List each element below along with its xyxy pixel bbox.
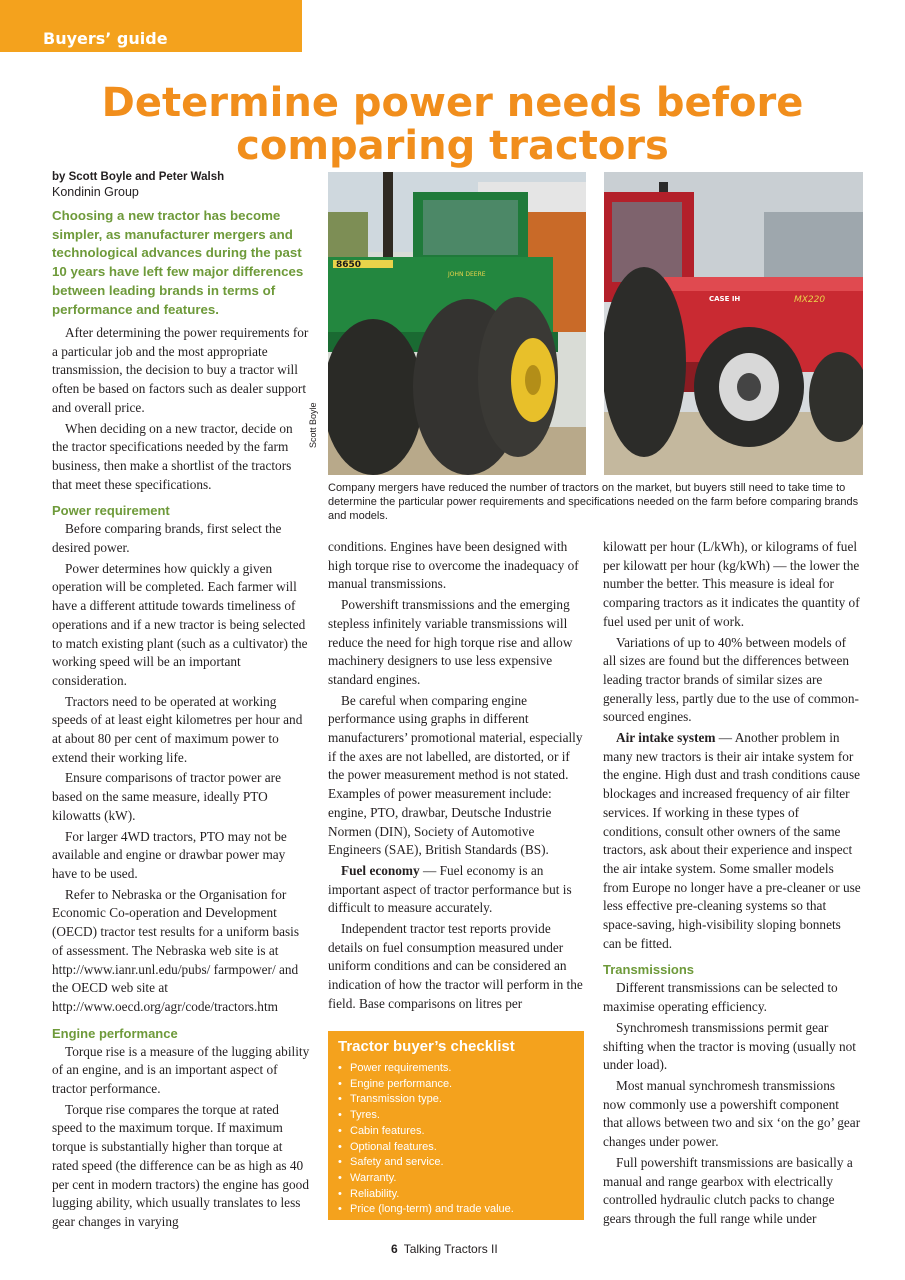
photo-red-tractor xyxy=(604,172,863,475)
page-title xyxy=(40,82,865,168)
paragraph: conditions. Engines have been designed with high torque rise to overcome the inadequacy of manual transmissions. xyxy=(328,539,579,592)
photo-green-tractor xyxy=(328,172,586,475)
checklist-item: • Tyres. xyxy=(338,1108,514,1124)
heading-power-requirement: Power requirement xyxy=(52,503,170,519)
paragraph: Different transmissions can be selected to maximise operating efficiency. xyxy=(603,980,838,1015)
paragraph: When deciding on a new tractor, decide on the tractor specifications needed by the farm business, then make a shortlist of the tractors that meet these specifications. xyxy=(52,420,293,492)
checklist-items xyxy=(338,1061,514,1218)
byline-authors: by Scott Boyle and Peter Walsh xyxy=(52,171,225,183)
checklist-item: • Power requirements. xyxy=(338,1061,514,1077)
paragraph: Independent tractor test reports provide details on fuel consumption measured under uniform conditions and can be considered an indication of how the tractor will perform in the field. Base comparisons on litres per xyxy=(328,921,583,1011)
paragraph: Before comparing brands, first select the desired power. xyxy=(52,521,282,556)
article-column-1 xyxy=(52,324,310,1234)
paragraph: Be careful when comparing engine performance using graphs in different manufacturers’ promotional material, especially if the axes are not labelled, are distorted, or if the power measurement method is not stated. Examples of power measurement include: engine, PTO, drawbar, Deutsche Industrie Normen (DIN), Society of Automotive Engineers (SAE), British Standards (BS). xyxy=(328,692,583,858)
tractor-brand-text: JOHN DEERE xyxy=(448,271,486,278)
checklist-item: • Cabin features. xyxy=(338,1124,514,1140)
checklist-item: • Price (long-term) and trade value. xyxy=(338,1202,514,1218)
paragraph: Refer to Nebraska or the Organisation for Economic Co-operation and Development (OECD) tractor test results for a uniform basis of assessment. The Nebraska web site is at http://www.ianr.unl.edu/pubs/ farmpower/ and the OECD web site at http://www.oecd.org/agr/code/tractors.htm xyxy=(52,886,300,1014)
run-in-heading: Fuel economy xyxy=(341,862,420,878)
paragraph: Synchromesh transmissions permit gear shifting when the tractor is moving (usually not under load). xyxy=(603,1019,856,1073)
heading-engine-performance: Engine performance xyxy=(52,1025,178,1041)
run-in-heading: Air intake system xyxy=(616,730,716,746)
byline-organization: Kondinin Group xyxy=(52,185,139,199)
lead-paragraph: Choosing a new tractor has become simpler, as manufacturer mergers and technological advances during the past 10 years have left few major differences between leading brands in terms of performance and features. xyxy=(52,208,304,317)
paragraph: kilowatt per hour (L/kWh), or kilograms of fuel per kilowatt per hour (kg/kWh) — the lower the number the better. This measure is ideal for comparing tractors as it indicates the quantity of fuel used per unit of work. xyxy=(603,539,860,629)
red-tractor-illustration xyxy=(604,172,863,475)
paragraph: Most manual synchromesh transmissions now commonly use a powershift component that allows between two and six ‘on the go’ gear changes under power. xyxy=(603,1077,861,1150)
tractor-model-badge: MX220 xyxy=(794,295,826,305)
title-line-2: comparing tractors xyxy=(236,123,669,169)
paragraph: Variations of up to 40% between models of all sizes are found but the differences between leading tractor brands of similar sizes are generally less, partly due to the use of common-sourced engines. xyxy=(603,634,859,725)
tractor-model-badge: 8650 xyxy=(336,260,362,270)
paragraph: Power determines how quickly a given operation will be completed. Each farmer will have a different attitude towards timeliness of operations and if a new tractor is being selected to match existing plant (such as a cultivator) the working speed will be an important consideration. xyxy=(52,560,308,688)
checklist-title: Tractor buyer’s checklist xyxy=(338,1038,515,1055)
paragraph-body: — Fuel economy is an important aspect of tractor performance but is difficult to measure accurately. xyxy=(328,862,572,916)
title-line-1: Determine power needs before xyxy=(101,80,804,126)
buyers-checklist-box xyxy=(328,1031,584,1220)
checklist-item: • Warranty. xyxy=(338,1171,514,1187)
paragraph-fuel-economy xyxy=(328,862,586,918)
photo-caption: Company mergers have reduced the number of tractors on the market, but buyers still need to take time to determine the particular power requirements and specifications needed on the farm before comparing brands and models. xyxy=(328,482,859,523)
checklist-item: • Safety and service. xyxy=(338,1155,514,1171)
checklist-item: • Transmission type. xyxy=(338,1092,514,1108)
paragraph: For larger 4WD tractors, PTO may not be available and engine or drawbar power may have to be used. xyxy=(52,828,287,881)
page-number: 6 xyxy=(391,1242,398,1256)
section-tab xyxy=(0,0,302,52)
green-tractor-illustration xyxy=(328,172,586,475)
section-tab-label: Buyers’ guide xyxy=(43,29,168,48)
paragraph: After determining the power requirements for a particular job and the most appropriate transmission, the decision to buy a tractor will often be based on factors such as dealer support and overall price. xyxy=(52,325,309,415)
page-footer xyxy=(391,1242,498,1256)
byline xyxy=(52,170,224,200)
checklist-item: • Engine performance. xyxy=(338,1077,514,1093)
heading-transmissions: Transmissions xyxy=(603,962,695,978)
paragraph-body: — Another problem in many new tractors is their air intake system for the engine. High dust and trash conditions cause blockages and increased frequency of air filter services. If working in these types of conditions, consult other owners of the same tractors, ask about their experience and inspect the air intake system. Some smaller models from Europe no longer have a pre-cleaner or use less effective pre-cleaning systems so that space-saving, high-visibility sloping bonnets can be fitted. xyxy=(603,730,861,951)
checklist-item: • Reliability. xyxy=(338,1187,514,1203)
paragraph: Ensure comparisons of tractor power are based on the same measure, ideally PTO kilowatts (kW). xyxy=(52,770,281,823)
paragraph: Full powershift transmissions are basically a manual and range gearbox with electrically controlled hydraulic clutch packs to change gears through the full range while under xyxy=(603,1154,853,1226)
tractor-brand-text: CASE IH xyxy=(709,295,741,303)
photo-credit: Scott Boyle xyxy=(308,402,318,448)
paragraph: Torque rise is a measure of the lugging ability of an engine, and is an important aspect of tractor performance. xyxy=(52,1043,310,1097)
paragraph: Powershift transmissions and the emerging stepless infinitely variable transmissions will reduce the need for high torque rise and allow machinery designers to use less expensive standard engines. xyxy=(328,597,573,687)
article-column-3 xyxy=(603,538,861,1231)
paragraph-air-intake xyxy=(603,729,861,953)
publication-name: Talking Tractors II xyxy=(403,1242,498,1256)
paragraph: Tractors need to be operated at working speeds of at least eight kilometres per hour and at about 80 per cent of maximum power to extend their working life. xyxy=(52,693,303,765)
paragraph: Torque rise compares the torque at rated speed to the maximum torque. If maximum torque is substantially higher than torque at rated speed (the difference can be as high as 40 per cent in modern tractors) the engine has good lugging ability, which usually translates to less gear changes in varying xyxy=(52,1101,309,1229)
article-column-2 xyxy=(328,538,586,1016)
checklist-item: • Optional features. xyxy=(338,1140,514,1156)
